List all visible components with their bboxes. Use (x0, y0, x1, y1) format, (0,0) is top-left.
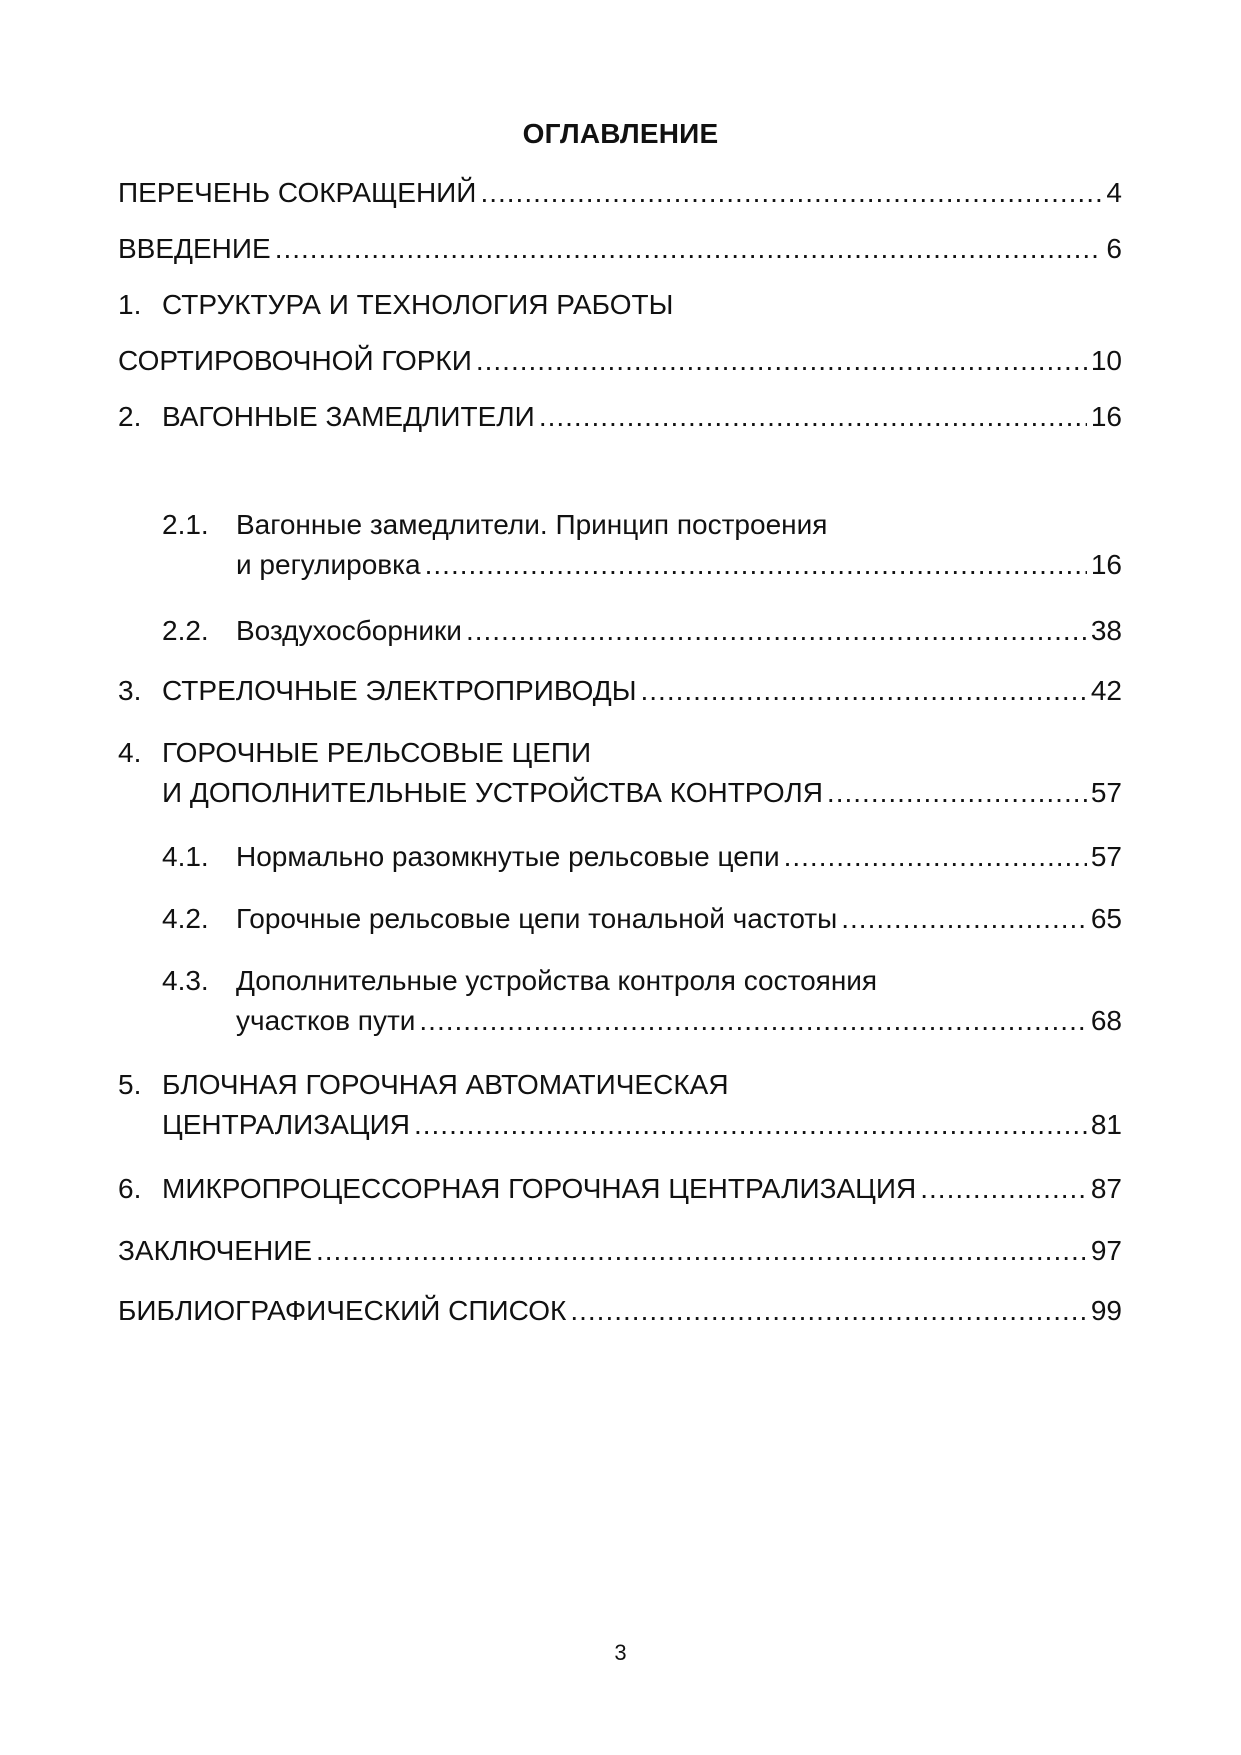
toc-entry-title: Дополнительные устройства контроля состояния (236, 965, 878, 996)
toc-entry-title: ВВЕДЕНИЕ (118, 233, 271, 264)
toc-entry-page: 16 (1090, 401, 1122, 432)
toc-title: ОГЛАВЛЕНИЕ (522, 118, 719, 149)
toc-entry[interactable] (118, 674, 1122, 708)
toc-subentry[interactable] (162, 840, 1122, 874)
toc-entry-title: БЛОЧНАЯ ГОРОЧНАЯ АВТОМАТИЧЕСКАЯ (162, 1069, 729, 1100)
toc-entry-continuation[interactable] (118, 344, 1122, 378)
toc-entry-page: 38 (1090, 615, 1122, 646)
toc-entry-title-continued: участков пути (236, 1005, 416, 1036)
leader-dots (476, 344, 1087, 378)
toc-subentry[interactable] (162, 964, 1122, 998)
toc-entry-page: 97 (1090, 1235, 1122, 1266)
toc-entry-number: 4.3. (162, 965, 209, 996)
toc-entry-number: 6. (118, 1173, 142, 1204)
toc-entry-title: Вагонные замедлители. Принцип построения (236, 509, 828, 540)
toc-entry-page: 57 (1090, 777, 1122, 808)
toc-entry-continuation[interactable] (162, 776, 1122, 810)
toc-entry-title: Воздухосборники (236, 615, 462, 646)
toc-entry-title: ПЕРЕЧЕНЬ СОКРАЩЕНИЙ (118, 177, 477, 208)
toc-entry-title: СТРЕЛОЧНЫЕ ЭЛЕКТРОПРИВОДЫ (162, 675, 637, 706)
toc-entry[interactable] (118, 400, 1122, 434)
toc-entry-title: ЗАКЛЮЧЕНИЕ (118, 1235, 312, 1266)
leader-dots (539, 400, 1087, 434)
toc-subentry-continuation[interactable] (236, 548, 1122, 582)
toc-entry-number: 4. (118, 737, 142, 768)
toc-entry-page: 68 (1090, 1005, 1122, 1036)
toc-entry-page: 99 (1090, 1295, 1122, 1326)
toc-entry[interactable] (118, 1172, 1122, 1206)
toc-entry-title-continued: и регулировка (236, 549, 421, 580)
toc-entry-number: 1. (118, 289, 142, 320)
toc-entry-page: 87 (1090, 1173, 1122, 1204)
leader-dots (570, 1294, 1087, 1328)
leader-dots (414, 1108, 1087, 1142)
toc-entry-number: 5. (118, 1069, 142, 1100)
leader-dots (419, 1004, 1086, 1038)
toc-entry-number: 2. (118, 401, 142, 432)
toc-entry-title-continued: ЦЕНТРАЛИЗАЦИЯ (162, 1109, 410, 1140)
toc-entry-page: 4 (1106, 177, 1122, 208)
toc-entry-page: 16 (1090, 549, 1122, 580)
toc-entry-number: 4.1. (162, 841, 209, 872)
toc-entry-title-continued: СОРТИРОВОЧНОЙ ГОРКИ (118, 345, 472, 376)
toc-entry[interactable] (118, 1068, 1122, 1102)
toc-entry-page: 42 (1090, 675, 1122, 706)
toc-entry-title: БИБЛИОГРАФИЧЕСКИЙ СПИСОК (118, 1295, 567, 1326)
leader-dots (466, 614, 1087, 648)
toc-entry-title: МИКРОПРОЦЕССОРНАЯ ГОРОЧНАЯ ЦЕНТРАЛИЗАЦИЯ (162, 1173, 917, 1204)
toc-entry[interactable] (118, 176, 1122, 210)
toc-entry-number: 3. (118, 675, 142, 706)
toc-subentry-continuation[interactable] (236, 1004, 1122, 1038)
toc-entry-title: Горочные рельсовые цепи тональной частоты (236, 903, 838, 934)
toc-entry[interactable] (118, 736, 1122, 770)
toc-entry-title-continued: И ДОПОЛНИТЕЛЬНЫЕ УСТРОЙСТВА КОНТРОЛЯ (162, 777, 823, 808)
toc-entry-title: СТРУКТУРА И ТЕХНОЛОГИЯ РАБОТЫ (162, 289, 674, 320)
leader-dots (275, 232, 1103, 266)
toc-entry-number: 2.1. (162, 509, 209, 540)
toc-subentry[interactable] (162, 508, 1122, 542)
leader-dots (827, 776, 1087, 810)
toc-entry-page: 65 (1090, 903, 1122, 934)
toc-entry-number: 4.2. (162, 903, 209, 934)
toc-entry-title: Нормально разомкнутые рельсовые цепи (236, 841, 780, 872)
toc-entry[interactable] (118, 1294, 1122, 1328)
leader-dots (425, 548, 1087, 582)
leader-dots (920, 1172, 1087, 1206)
toc-entry-page: 57 (1090, 841, 1122, 872)
toc-entry-page: 81 (1090, 1109, 1122, 1140)
page-number: 3 (614, 1640, 627, 1665)
toc-entry[interactable] (118, 288, 1122, 322)
leader-dots (316, 1234, 1087, 1268)
leader-dots (784, 840, 1087, 874)
toc-entry-page: 10 (1090, 345, 1122, 376)
toc-entry-continuation[interactable] (162, 1108, 1122, 1142)
toc-subentry[interactable] (162, 902, 1122, 936)
toc-entry-page: 6 (1106, 233, 1122, 264)
leader-dots (641, 674, 1087, 708)
leader-dots (480, 176, 1102, 210)
toc-entry-title: ВАГОННЫЕ ЗАМЕДЛИТЕЛИ (162, 401, 535, 432)
toc-entry[interactable] (118, 232, 1122, 266)
toc-entry-number: 2.2. (162, 615, 209, 646)
toc-subentry[interactable] (162, 614, 1122, 648)
leader-dots (841, 902, 1087, 936)
toc-entry-title: ГОРОЧНЫЕ РЕЛЬСОВЫЕ ЦЕПИ (162, 737, 592, 768)
toc-entry[interactable] (118, 1234, 1122, 1268)
